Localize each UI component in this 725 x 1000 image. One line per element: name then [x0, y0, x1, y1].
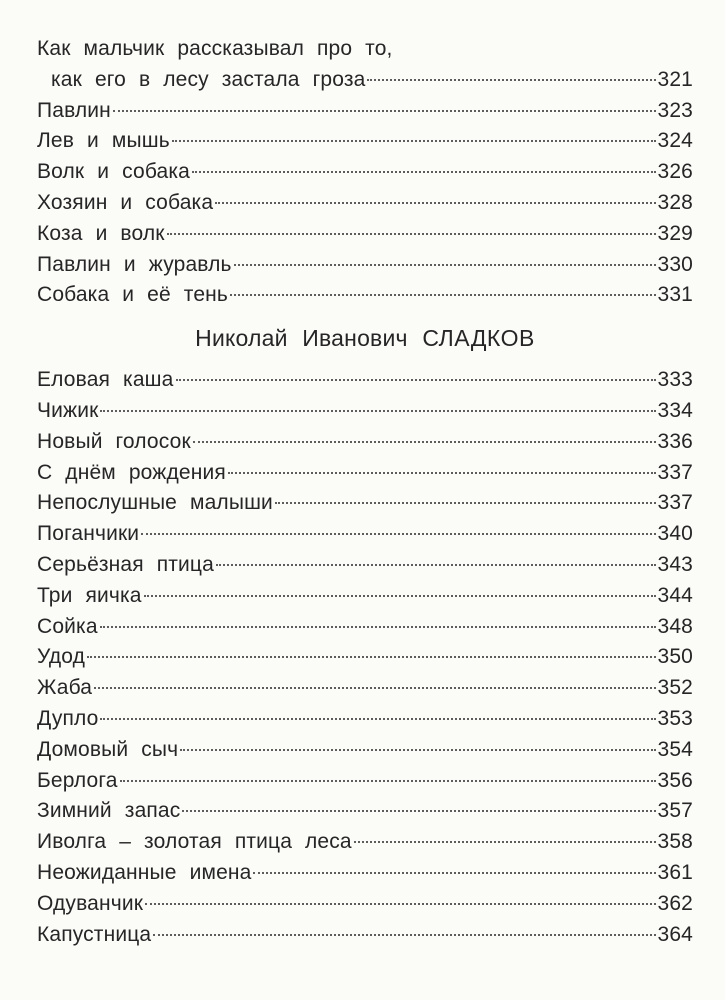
toc-entry[interactable] [37, 735, 693, 766]
toc-entry-page-number: 334 [657, 398, 693, 422]
dot-leader [176, 379, 656, 381]
toc-entry[interactable] [37, 704, 693, 735]
dot-leader [153, 934, 655, 936]
toc-entry[interactable] [37, 642, 693, 673]
dot-leader [180, 749, 655, 751]
toc-entry-title: Хозяин и собака [37, 190, 214, 214]
toc-entry-title: Чижик [37, 398, 99, 422]
toc-entry-title: Новый голосок [37, 429, 191, 453]
toc-entry[interactable] [37, 550, 693, 581]
toc-entry-title: Берлога [37, 768, 118, 792]
dot-leader [193, 441, 656, 443]
toc-entry-title: Волк и собака [37, 160, 190, 184]
toc-section-1-entries [37, 96, 693, 312]
toc-entry-page-number: 348 [657, 614, 693, 638]
toc-entry[interactable] [37, 858, 693, 889]
toc-entry-title-line1: Как мальчик рассказывал про то, [37, 37, 393, 60]
dot-leader [367, 79, 655, 81]
toc-entry[interactable] [37, 612, 693, 643]
dot-leader [87, 656, 655, 658]
toc-entry[interactable] [37, 396, 693, 427]
toc-entry-title: Три яичка [37, 583, 142, 607]
toc-entry-title: Лев и мышь [37, 129, 170, 153]
dot-leader [172, 140, 656, 142]
toc-entry-title: Одуванчик [37, 891, 144, 915]
toc-entry-title: Домовый сыч [37, 737, 179, 761]
toc-entry-page-number: 337 [657, 491, 693, 515]
dot-leader [120, 780, 656, 782]
toc-entry-title: Сойка [37, 614, 98, 638]
toc-section-2 [37, 365, 693, 950]
toc-entry[interactable] [37, 581, 693, 612]
toc-entry-page-number: 328 [657, 190, 693, 214]
toc-entry-page-number: 358 [657, 830, 693, 854]
toc-section-2-entries [37, 365, 693, 950]
dot-leader [145, 903, 655, 905]
toc-entry-title: Еловая каша [37, 368, 174, 392]
toc-entry-page-number: 364 [657, 922, 693, 946]
dot-leader [275, 502, 656, 504]
toc-entry-page-number: 357 [657, 799, 693, 823]
toc-entry-page-number: 340 [657, 522, 693, 546]
dot-leader [94, 687, 655, 689]
toc-entry-title: Зимний запас [37, 799, 181, 823]
toc-entry-title: Поганчики [37, 522, 140, 546]
toc-entry-page-number: 323 [657, 98, 693, 122]
toc-entry-page-number: 336 [657, 429, 693, 453]
dot-leader [354, 841, 656, 843]
toc-entry[interactable] [37, 280, 693, 311]
dot-leader [216, 564, 656, 566]
dot-leader [167, 233, 656, 235]
toc-entry-title: Капустница [37, 922, 152, 946]
toc-entry-title: Коза и волк [37, 221, 165, 245]
toc-entry[interactable] [37, 673, 693, 704]
toc-entry-title: Удод [37, 645, 86, 669]
toc-entry-page-number: 337 [657, 460, 693, 484]
toc-entry[interactable] [37, 365, 693, 396]
toc-entry[interactable] [37, 126, 693, 157]
toc-entry[interactable] [37, 96, 693, 127]
dot-leader [192, 171, 656, 173]
toc-entry-title: Дупло [37, 706, 99, 730]
toc-entry[interactable] [37, 766, 693, 797]
dot-leader [100, 410, 655, 412]
toc-entry[interactable] [37, 250, 693, 281]
toc-entry-page-number: 344 [657, 583, 693, 607]
toc-entry-page-number: 324 [657, 129, 693, 153]
toc-entry-title: Иволга – золотая птица леса [37, 830, 352, 854]
toc-entry-page-number: 352 [657, 676, 693, 700]
toc-entry[interactable] [37, 920, 693, 951]
toc-entry[interactable] [37, 219, 693, 250]
toc-entry-page-number: 354 [657, 737, 693, 761]
toc-entry-page-number: 356 [657, 768, 693, 792]
toc-entry-page-number: 353 [657, 706, 693, 730]
table-of-contents-page [37, 34, 693, 950]
toc-entry[interactable] [37, 157, 693, 188]
author-name: Николай Иванович [195, 325, 408, 352]
dot-leader [100, 718, 655, 720]
toc-entry-page-number: 331 [657, 283, 693, 307]
dot-leader [144, 595, 656, 597]
toc-entry-page-number: 343 [657, 552, 693, 576]
dot-leader [228, 472, 656, 474]
toc-entry-page-number: 326 [657, 160, 693, 184]
dot-leader [100, 626, 656, 628]
toc-entry[interactable] [37, 188, 693, 219]
dot-leader [113, 110, 656, 112]
author-surname: СЛАДКОВ [422, 325, 535, 352]
toc-entry[interactable] [37, 458, 693, 489]
toc-entry[interactable] [37, 827, 693, 858]
toc-entry[interactable] [37, 519, 693, 550]
toc-entry[interactable] [37, 65, 693, 96]
toc-entry-title: Собака и её тень [37, 283, 228, 307]
toc-entry-page-number: 321 [657, 67, 693, 91]
dot-leader [141, 533, 655, 535]
toc-entry[interactable] [37, 427, 693, 458]
toc-entry-title: Павлин [37, 98, 111, 122]
dot-leader [182, 810, 655, 812]
toc-entry-title-line2: как его в лесу застала гроза [51, 67, 366, 91]
toc-entry-page-number: 361 [657, 860, 693, 884]
toc-section-1 [37, 34, 693, 311]
dot-leader [215, 202, 655, 204]
toc-entry-title: Непослушные малыши [37, 491, 273, 515]
toc-entry-page-number: 330 [657, 252, 693, 276]
toc-entry-title: Серьёзная птица [37, 552, 214, 576]
toc-entry-title: Жаба [37, 676, 93, 700]
toc-entry-title: Павлин и журавль [37, 252, 232, 276]
author-heading [37, 311, 693, 365]
toc-entry-title: С днём рождения [37, 460, 226, 484]
toc-entry[interactable] [37, 488, 693, 519]
toc-entry-page-number: 329 [657, 221, 693, 245]
toc-entry-page-number: 333 [657, 368, 693, 392]
toc-entry-page-number: 350 [657, 645, 693, 669]
toc-entry[interactable] [37, 889, 693, 920]
dot-leader [253, 872, 655, 874]
toc-entry-title: Неожиданные имена [37, 860, 252, 884]
toc-entry-page-number: 362 [657, 891, 693, 915]
toc-entry[interactable] [37, 796, 693, 827]
dot-leader [234, 264, 656, 266]
dot-leader [230, 294, 656, 296]
